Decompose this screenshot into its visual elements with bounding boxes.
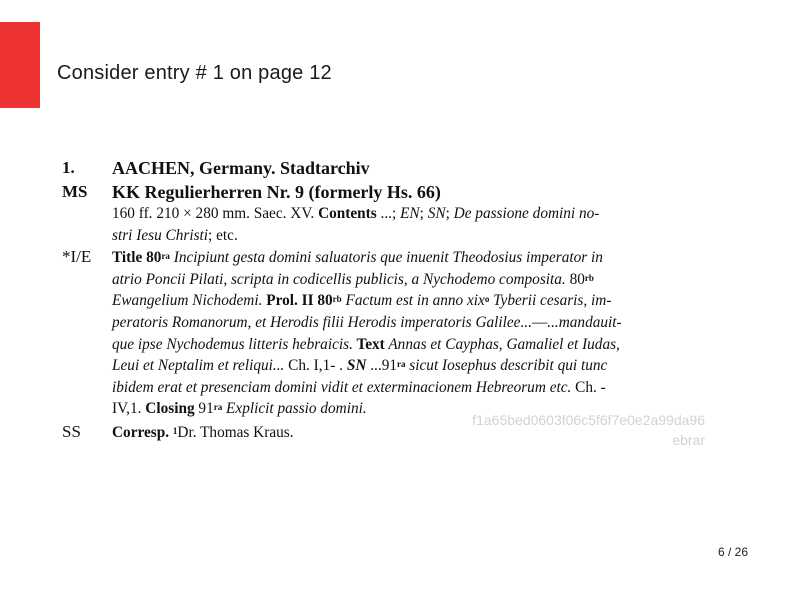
ss-text: Corresp. $^1$Dr. Thomas Kraus. [112,423,294,441]
entry-heading: AACHEN, Germany. Stadtarchiv [112,158,370,178]
ms-description: 160 ff. 210 × 280 mm. Saec. XV. Contents ...; EN; SN; De passione domini no- stri Iesu Christi; etc. [112,205,600,244]
ms-description-row [62,203,702,246]
ms-title: KK Regulierherren Nr. 9 (formerly Hs. 66) [112,182,441,202]
ie-label: *I/E [62,247,92,267]
ie-row [62,247,702,420]
watermark-brand: ebrar [672,432,705,448]
ss-row [62,422,702,444]
watermark-hash: f1a65bed0603f06c5f6f7e0e2a99da96 [472,412,705,428]
catalog-entry [62,158,702,444]
ms-label: MS [62,182,88,201]
page-number: 6 / 26 [718,545,749,559]
slide-title: Consider entry # 1 on page 12 [57,62,332,84]
red-accent-bar [0,22,40,108]
entry-number: 1. [62,158,75,177]
ms-row [62,182,702,202]
ie-text: Title $80^{ra}$ Incipiunt gesta domini saluatoris que inuenit Theodosius imperator in atrio Poncii Pilati, scripta in codicellis publicis, a Nychodemo composita. $80^{rb}$ Ewangelium Nichodemi. Prol. II $80^{rb}$ Factum est in anno xix$^o$ Tyberii cesaris, im- peratoris Romanorum, et Herodis filii Herodis imperatoris Galilee...—...mandauit- que ipse Nychodemus litteris hebraicis. Text Annas et Cayphas, Gamaliel et Iudas, Leui et Neptalim et reliqui... Ch. I,1- . SN $...91^{ra}$ sicut Iosephus describit qui tunc ibidem erat et presenciam domini vidit et exterminacionem Hebreorum etc. Ch. - IV,1. Closing $91^{ra}$ Explicit passio domini. [112,249,622,418]
entry-heading-row [62,158,702,178]
ss-label: SS [62,421,81,441]
